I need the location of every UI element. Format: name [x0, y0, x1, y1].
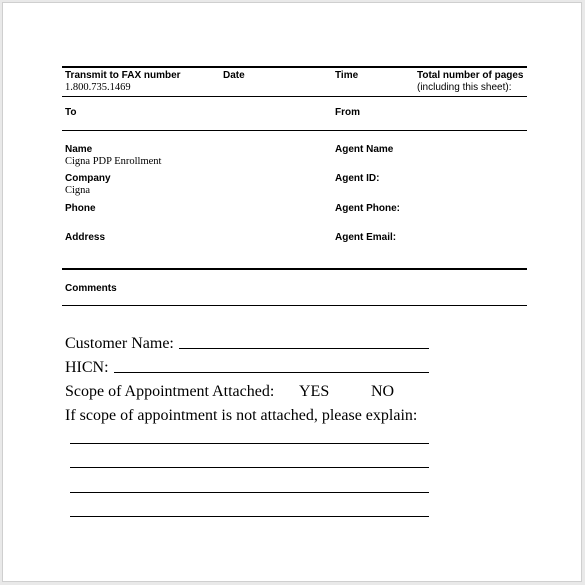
- fax-number: 1.800.735.1469: [65, 82, 131, 93]
- explain-line-2[interactable]: [70, 467, 429, 468]
- transmit-label: Transmit to FAX number: [65, 70, 181, 81]
- routing-rule: [62, 130, 527, 131]
- fax-cover-sheet: [2, 2, 582, 582]
- from-label: From: [335, 107, 360, 118]
- header-rule: [62, 96, 527, 97]
- company-label: Company: [65, 173, 111, 184]
- explain-line-3[interactable]: [70, 492, 429, 493]
- customer-name-label: Customer Name:: [65, 335, 174, 352]
- total-pages-label: Total number of pages: [417, 70, 524, 81]
- to-label: To: [65, 107, 77, 118]
- comments-rule: [62, 305, 527, 306]
- date-label: Date: [223, 70, 245, 81]
- contact-rule: [62, 268, 527, 270]
- no-option[interactable]: NO: [371, 383, 395, 400]
- agent-phone-label: Agent Phone:: [335, 203, 400, 214]
- comments-label: Comments: [65, 283, 117, 294]
- name-label: Name: [65, 144, 93, 155]
- explain-line-4[interactable]: [70, 516, 429, 517]
- yes-option[interactable]: YES: [299, 383, 330, 400]
- customer-name-line[interactable]: [179, 348, 429, 349]
- company-value: Cigna: [65, 185, 91, 196]
- hicn-label: HICN:: [65, 359, 109, 376]
- phone-label: Phone: [65, 203, 96, 214]
- agent-id-label: Agent ID:: [335, 173, 380, 184]
- scope-label: Scope of Appointment Attached:: [65, 383, 275, 400]
- explain-label: If scope of appointment is not attached, please explain:: [65, 407, 418, 424]
- agent-name-label: Agent Name: [335, 144, 394, 155]
- total-pages-note: (including this sheet):: [417, 82, 512, 93]
- name-value: Cigna PDP Enrollment: [65, 156, 162, 167]
- agent-email-label: Agent Email:: [335, 232, 397, 243]
- address-label: Address: [65, 232, 106, 243]
- explain-line-1[interactable]: [70, 443, 429, 444]
- time-label: Time: [335, 70, 359, 81]
- hicn-line[interactable]: [114, 372, 429, 373]
- top-rule: [62, 66, 527, 68]
